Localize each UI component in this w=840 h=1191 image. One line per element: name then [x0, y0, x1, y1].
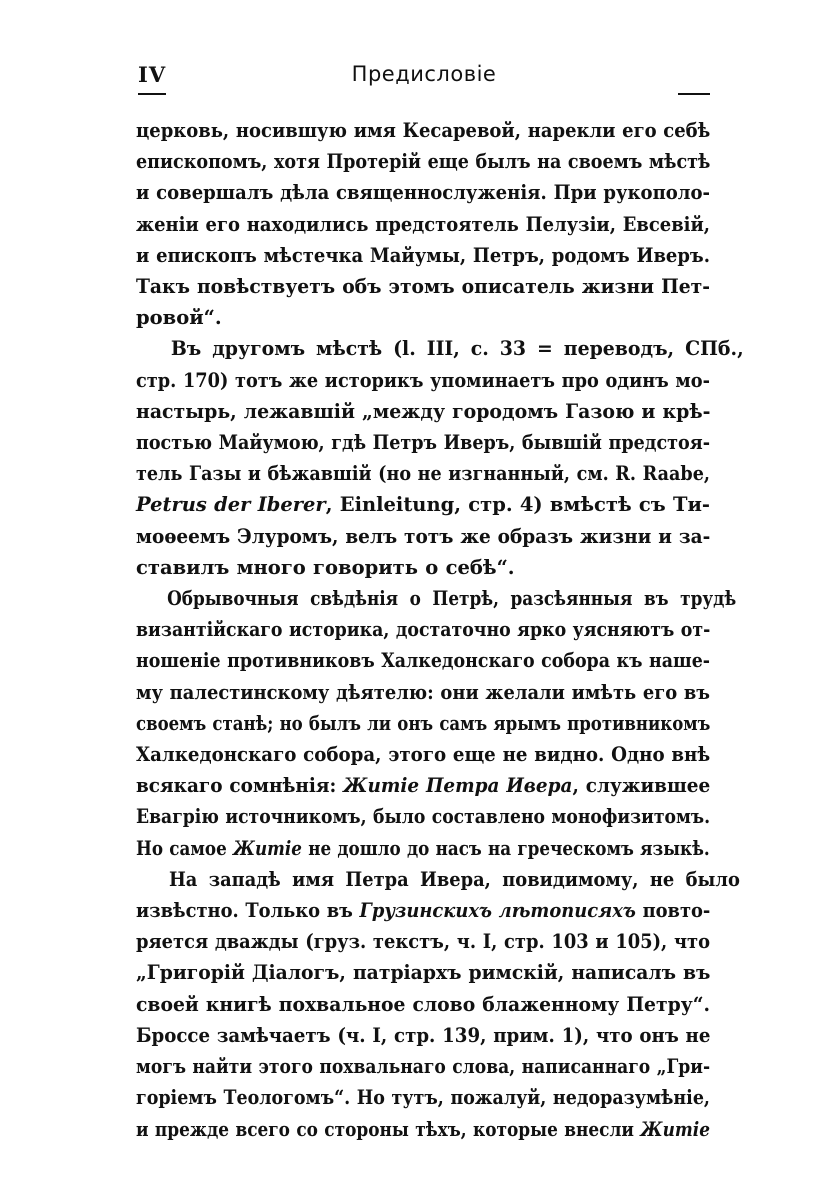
- text-line: стр. 170) тотъ же историкъ упоминаетъ про одинъ мо-: [136, 368, 710, 392]
- page-number: IV: [138, 62, 167, 87]
- text-line: Броссе замѣчаетъ (ч. I, стр. 139, прим. 1), что онъ не: [136, 1023, 711, 1047]
- italic-title: Житіе: [232, 836, 302, 860]
- text-line: Такъ повѣствуетъ объ этомъ описатель жизни Пет-: [136, 275, 711, 299]
- paragraph-3: [136, 583, 737, 864]
- text-line: женіи его находились предстоятель Пелузіи, Евсевій,: [136, 212, 711, 236]
- text-line: ряется дважды (груз. текстъ, ч. I, стр. 103 и 105), что: [136, 930, 711, 954]
- text-line-with-italic: извѣстно. Только въ Грузинскихъ лѣтописяхъ повто-: [136, 899, 711, 923]
- header-rule-left: [138, 93, 166, 95]
- text-line: византійскаго историка, достаточно ярко уясняютъ от-: [136, 618, 711, 642]
- text-line: настырь, лежавшій „между городомъ Газою и крѣ-: [136, 399, 711, 423]
- italic-title: Грузинскихъ лѣтописяхъ: [359, 899, 636, 923]
- text-line: „Григорій Діалогъ, патріархъ римскій, написалъ въ: [136, 961, 711, 985]
- text-line: и совершалъ дѣла священнослуженія. При рукополо-: [136, 181, 710, 205]
- text-line: могъ найти этого похвальнаго слова, написаннаго „Гри-: [136, 1055, 711, 1079]
- text-line: ношеніе противниковъ Халкедонскаго собора къ наше-: [136, 649, 711, 673]
- text-line: му палестинскому дѣятелю: они желали имѣть его въ: [136, 680, 710, 704]
- header-rule-right: [678, 93, 710, 95]
- text-line: Въ другомъ мѣстѣ (l. III, с. 33 = переводъ, СПб.,: [170, 337, 744, 361]
- text-line: Евагрію источникомъ, было составлено монофизитомъ.: [136, 805, 711, 829]
- text-line-with-italic: и прежде всего со стороны тѣхъ, которые внесли Житіе: [136, 1117, 711, 1141]
- text-line: На западѣ имя Петра Ивера, повидимому, не было: [168, 867, 740, 891]
- italic-title: Petrus der Iberer: [136, 493, 326, 517]
- text-line: ставилъ много говорить о себѣ“.: [136, 555, 515, 579]
- paragraph-1: [136, 115, 710, 333]
- text-line: Халкедонскаго собора, этого еще не видно. Одно внѣ: [136, 743, 711, 767]
- paragraph-4: [136, 864, 740, 1145]
- text-line: церковь, носившую имя Кесаревой, нарекли его себѣ: [136, 119, 711, 142]
- text-line: своей книгѣ похвальное слово блаженному Петру“.: [136, 992, 711, 1016]
- text-line: тель Газы и бѣжавшій (но не изгнанный, см. R. Raabe,: [136, 462, 711, 486]
- running-title: Предисловіе: [351, 62, 497, 86]
- text-line: Обрывочныя свѣдѣнія о Петрѣ, разсѣянныя въ трудѣ: [167, 587, 737, 611]
- italic-title: Житіе Петра Ивера: [343, 774, 573, 798]
- paragraph-2: [136, 333, 744, 583]
- italic-title: Житіе: [640, 1117, 711, 1141]
- text-line: горіемъ Теологомъ“. Но тутъ, пожалуй, недоразумѣніе,: [136, 1086, 711, 1110]
- text-line: моѳеемъ Элуромъ, велъ тотъ же образъ жизни и за-: [136, 524, 711, 548]
- text-line: постью Майумою, гдѣ Петръ Иверъ, бывшій предстоя-: [136, 431, 711, 455]
- text-line-with-italic: всякаго сомнѣнія: Житіе Петра Ивера, служившее: [136, 774, 711, 798]
- text-line-with-italic: Но самое Житіе не дошло до насъ на греческомъ языкѣ.: [136, 836, 710, 860]
- text-line-with-italic: Petrus der Iberer, Einleitung, стр. 4) вмѣстѣ съ Ти-: [136, 493, 711, 517]
- text-line: ровой“.: [136, 306, 222, 330]
- page-header: [138, 62, 710, 102]
- text-line: и епископъ мѣстечка Майумы, Петръ, родомъ Иверъ.: [136, 243, 710, 267]
- text-line: епископомъ, хотя Протерій еще былъ на своемъ мѣстѣ: [136, 150, 711, 174]
- text-line: своемъ станѣ; но былъ ли онъ самъ ярымъ противникомъ: [136, 711, 711, 735]
- body-text: [136, 115, 744, 1145]
